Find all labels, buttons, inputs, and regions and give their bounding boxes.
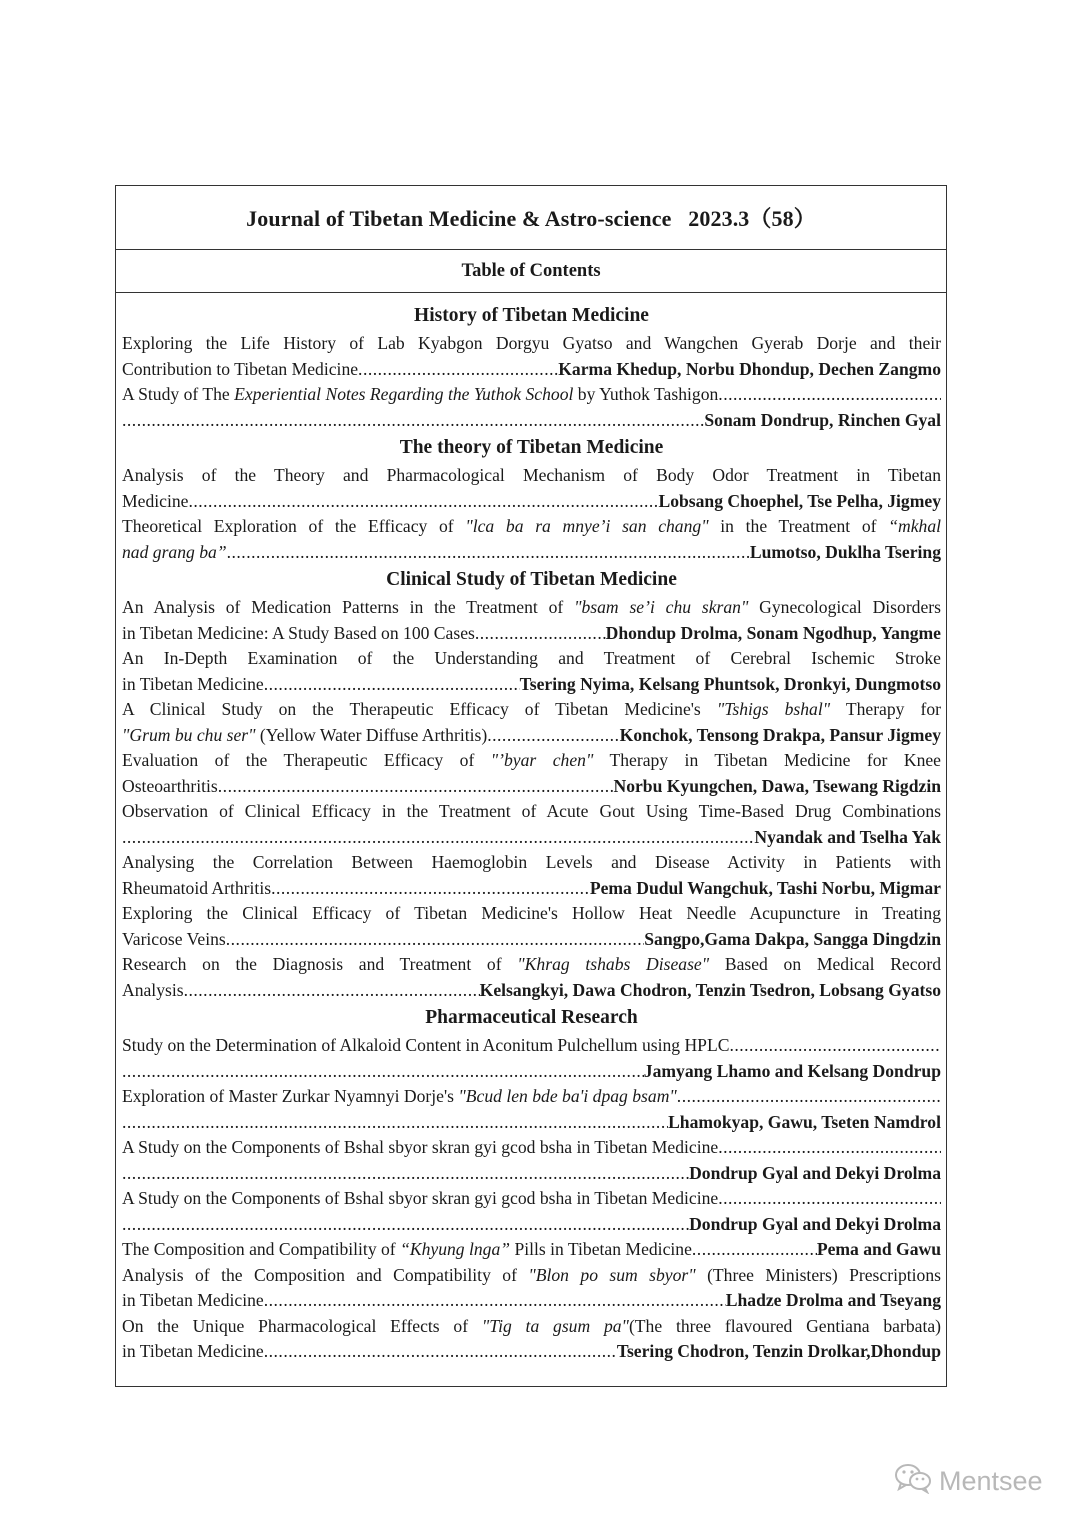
- title-italic: "Bcud len bde ba'i dpag bsam": [458, 1086, 677, 1106]
- entry-author-line: [122, 723, 941, 749]
- dot-leader: [122, 825, 754, 851]
- toc-entry: [122, 952, 941, 1003]
- title-part: A Study of The: [122, 384, 235, 404]
- entry-authors: Lhadze Drolma and Tseyang: [725, 1290, 941, 1310]
- entry-author-line: [122, 489, 941, 515]
- toc-entry: [122, 382, 941, 433]
- title-part: Based on Medical Record: [709, 954, 941, 974]
- title-part: On the Unique Pharmacological Effects of: [122, 1315, 482, 1336]
- title-italic: "Tshigs bshal": [716, 699, 831, 719]
- title-part: Therapy for: [830, 699, 942, 719]
- dot-leader: [227, 540, 750, 566]
- toc-entry: [122, 595, 941, 646]
- dot-leader: [475, 621, 606, 647]
- entry-author-line: [122, 1110, 941, 1136]
- toc-entry: [122, 463, 941, 514]
- entry-authors: Tsering Chodron, Tenzin Drolkar,Dhondup: [616, 1341, 941, 1361]
- dot-leader: [122, 1110, 668, 1136]
- entry-title-text: [122, 382, 718, 408]
- dot-leader: [188, 489, 658, 515]
- entry-title-line: [122, 1186, 941, 1212]
- entry-author-line: [122, 1161, 941, 1187]
- title-italic: "’byar chen": [490, 750, 594, 770]
- entry-authors: Nyandak and Tselha Yak: [754, 826, 941, 847]
- entry-title-line: Analysis of the Theory and Pharmacological Mechanism of Body Odor Treatment in Tibetan: [122, 465, 941, 485]
- dot-leader: [264, 1288, 726, 1314]
- entry-author-line: [122, 1212, 941, 1238]
- toc-entry: [122, 1084, 941, 1135]
- entry-authors: Jamyang Lhamo and Kelsang Dondrup: [643, 1060, 941, 1081]
- dot-leader: [122, 1059, 644, 1085]
- section-heading-clinical: Clinical Study of Tibetan Medicine: [386, 569, 677, 590]
- toc-entry: [122, 1186, 941, 1237]
- dot-leader: [692, 1237, 817, 1263]
- entry-title-line: Contribution to Tibetan Medicine: [122, 358, 359, 379]
- contents-table: [115, 185, 947, 1387]
- dot-leader: [729, 1033, 941, 1059]
- entry-author-line: [122, 357, 941, 383]
- entry-title-text: A Study on the Components of Bshal sbyor skran gyi gcod bsha in Tibetan Medicine: [122, 1137, 719, 1157]
- dot-leader: [358, 357, 558, 383]
- title-italic: “mkhal: [888, 516, 941, 536]
- dot-leader: [718, 382, 941, 408]
- title-italic: “Khyung lnga”: [400, 1239, 511, 1259]
- toc-heading: Table of Contents: [116, 250, 946, 293]
- dot-leader: [718, 1186, 941, 1212]
- title-part: Theoretical Exploration of the Efficacy of: [122, 516, 466, 536]
- title-part: Therapy in Tibetan Medicine for Knee: [593, 750, 941, 770]
- entry-title-line: [122, 1135, 941, 1161]
- entry-author-line: [122, 876, 941, 902]
- toc-entry: [122, 748, 941, 799]
- section-heading-theory: The theory of Tibetan Medicine: [399, 437, 664, 458]
- dot-leader: [122, 1161, 689, 1187]
- entry-author-line: [122, 978, 941, 1004]
- toc-entry: [122, 1263, 941, 1314]
- entry-authors: Pema and Gawu: [816, 1239, 941, 1259]
- entry-title-line: [122, 1263, 941, 1289]
- dot-leader: [264, 1339, 617, 1365]
- wechat-icon: [893, 1462, 933, 1501]
- title-part: Research on the Diagnosis and Treatment of: [122, 954, 518, 974]
- entry-author-line: [122, 825, 941, 851]
- section-heading-history: History of Tibetan Medicine: [414, 305, 649, 326]
- title-part: A Clinical Study on the Therapeutic Efficacy of Tibetan Medicine's: [122, 699, 717, 719]
- toc-entry: [122, 1237, 941, 1263]
- watermark-text: Mentsee: [939, 1466, 1043, 1496]
- entry-title-line: [122, 952, 941, 978]
- dot-leader: [677, 1084, 941, 1110]
- dot-leader: [487, 723, 619, 749]
- entry-author-line: [122, 408, 941, 434]
- toc-entry: [122, 646, 941, 697]
- dot-leader: [218, 774, 614, 800]
- title-part: The Composition and Compatibility of: [122, 1239, 401, 1259]
- title-part: by Yuthok Tashigon: [573, 384, 719, 404]
- entry-authors: Norbu Kyungchen, Dawa, Tsewang Rigdzin: [613, 775, 941, 796]
- entry-title-text: A Study on the Components of Bshal sbyor skran gyi gcod bsha in Tibetan Medicine: [122, 1188, 719, 1208]
- entry-authors: Karma Khedup, Norbu Dhondup, Dechen Zangmo: [558, 358, 941, 379]
- entry-author-line: [122, 1059, 941, 1085]
- watermark: [893, 1462, 1043, 1501]
- title-part: Exploration of Master Zurkar Nyamnyi Dorje's: [122, 1086, 459, 1106]
- entry-title-line: in Tibetan Medicine: [122, 1341, 264, 1361]
- entry-title-line: in Tibetan Medicine: [122, 673, 264, 694]
- entry-authors: Sangpo,Gama Dakpa, Sangga Dingdzin: [644, 928, 941, 949]
- entry-title-line: Osteoarthritis: [122, 775, 218, 796]
- entry-authors: Sonam Dondrup, Rinchen Gyal: [704, 409, 941, 430]
- entry-authors: Lumotso, Duklha Tsering: [749, 541, 941, 562]
- entry-author-line: [122, 1339, 941, 1365]
- entry-authors: Lobsang Choephel, Tse Pelha, Jigmey: [658, 490, 941, 511]
- entry-title-line: Observation of Clinical Efficacy in the Treatment of Acute Gout Using Time-Based Drug Combinations: [122, 801, 941, 821]
- entry-authors: Tsering Nyima, Kelsang Phuntsok, Dronkyi, Dungmotso: [519, 673, 941, 694]
- dot-leader: [271, 876, 590, 902]
- entry-authors: Lhamokyap, Gawu, Tseten Namdrol: [668, 1111, 941, 1132]
- dot-leader: [122, 408, 704, 434]
- title-italic: "lca ba ra mnye’i san chang": [465, 516, 709, 536]
- entry-title-line: [122, 1033, 941, 1059]
- section-heading-pharma: Pharmaceutical Research: [425, 1007, 638, 1028]
- title-part: Pills in Tibetan Medicine: [510, 1239, 692, 1259]
- entry-title-line: Rheumatoid Arthritis: [122, 877, 272, 898]
- entry-authors: Dhondup Drolma, Sonam Ngodhup, Yangme: [605, 622, 941, 643]
- dot-leader: [718, 1135, 941, 1161]
- entry-title-text: [122, 1237, 692, 1263]
- toc-entry: [122, 1314, 941, 1365]
- entry-title-line: Medicine: [122, 490, 189, 511]
- title-part: Analysis of the Composition and Compatibility of: [122, 1264, 529, 1285]
- entry-title-line: Analysing the Correlation Between Haemoglobin Levels and Disease Activity in Patients with: [122, 852, 941, 872]
- entry-authors: Konchok, Tensong Drakpa, Pansur Jigmey: [619, 724, 941, 745]
- title-italic: "Tig ta gsum pa": [481, 1315, 629, 1336]
- toc-entry: [122, 901, 941, 952]
- dot-leader: [122, 1212, 689, 1238]
- entry-title-text: Study on the Determination of Alkaloid Content in Aconitum Pulchellum using HPLC: [122, 1035, 730, 1055]
- toc-body: [116, 293, 946, 1365]
- entry-authors: Kelsangkyi, Dawa Chodron, Tenzin Tsedron, Lobsang Gyatso: [479, 979, 941, 1000]
- title-italic: "bsam se’i chu skran": [574, 597, 749, 617]
- entry-title-line: [122, 697, 941, 723]
- entry-title-line: [122, 1237, 941, 1263]
- title-italic: "Blon po sum sbyor": [528, 1264, 696, 1285]
- entry-author-line: [122, 621, 941, 647]
- title-part: (Three Ministers) Prescriptions: [695, 1264, 941, 1285]
- entry-title-line: in Tibetan Medicine: [122, 1290, 264, 1310]
- title-part: (The three flavoured Gentiana barbata): [628, 1315, 942, 1336]
- entry-title-line: nad grang ba”: [122, 541, 227, 562]
- entry-title-text: [122, 1084, 677, 1110]
- journal-title: Journal of Tibetan Medicine & Astro-science 2023.3（58）: [116, 186, 946, 250]
- title-part: Gynecological Disorders: [748, 597, 941, 617]
- entry-title-line: [122, 1314, 941, 1340]
- entry-title-line: [122, 1084, 941, 1110]
- toc-entry: [122, 331, 941, 382]
- title-part: An Analysis of Medication Patterns in the Treatment of: [122, 597, 575, 617]
- dot-leader: [226, 927, 645, 953]
- entry-author-line: [122, 927, 941, 953]
- entry-authors: Dondrup Gyal and Dekyi Drolma: [689, 1213, 941, 1234]
- dot-leader: [264, 672, 520, 698]
- toc-entry: [122, 1033, 941, 1084]
- title-italic: Experiential Notes Regarding the Yuthok School: [234, 384, 574, 404]
- title-part: Evaluation of the Therapeutic Efficacy of: [122, 750, 491, 770]
- entry-title-line: Analysis: [122, 979, 184, 1000]
- entry-author-line: [122, 540, 941, 566]
- entry-title-text: [122, 723, 487, 749]
- entry-title-line: Exploring the Life History of Lab Kyabgon Dorgyu Gyatso and Wangchen Gyerab Dorje and their: [122, 333, 941, 353]
- toc-entry: [122, 514, 941, 565]
- title-part: (Yellow Water Diffuse Arthritis): [255, 724, 488, 745]
- entry-title-line: in Tibetan Medicine: A Study Based on 100 Cases: [122, 622, 475, 643]
- entry-title-line: An In-Depth Examination of the Understanding and Treatment of Cerebral Ischemic Stroke: [122, 648, 941, 668]
- entry-author-line: [122, 774, 941, 800]
- entry-authors: Pema Dudul Wangchuk, Tashi Norbu, Migmar: [589, 877, 941, 898]
- toc-entry: [122, 1135, 941, 1186]
- dot-leader: [184, 978, 480, 1004]
- title-italic: "Grum bu chu ser": [122, 724, 256, 745]
- entry-authors: Dondrup Gyal and Dekyi Drolma: [689, 1162, 941, 1183]
- toc-entry: [122, 799, 941, 850]
- entry-author-line: [122, 672, 941, 698]
- title-part: in the Treatment of: [708, 516, 889, 536]
- toc-entry: [122, 850, 941, 901]
- entry-author-line: [122, 1288, 941, 1314]
- toc-entry: [122, 697, 941, 748]
- entry-title-line: [122, 748, 941, 774]
- entry-title-line: Exploring the Clinical Efficacy of Tibetan Medicine's Hollow Heat Needle Acupuncture in Treating: [122, 903, 941, 923]
- title-italic: "Khrag tshabs Disease": [517, 954, 710, 974]
- entry-title-line: [122, 514, 941, 540]
- entry-title-line: Varicose Veins: [122, 928, 226, 949]
- entry-title-line: [122, 595, 941, 621]
- entry-title-line: [122, 382, 941, 408]
